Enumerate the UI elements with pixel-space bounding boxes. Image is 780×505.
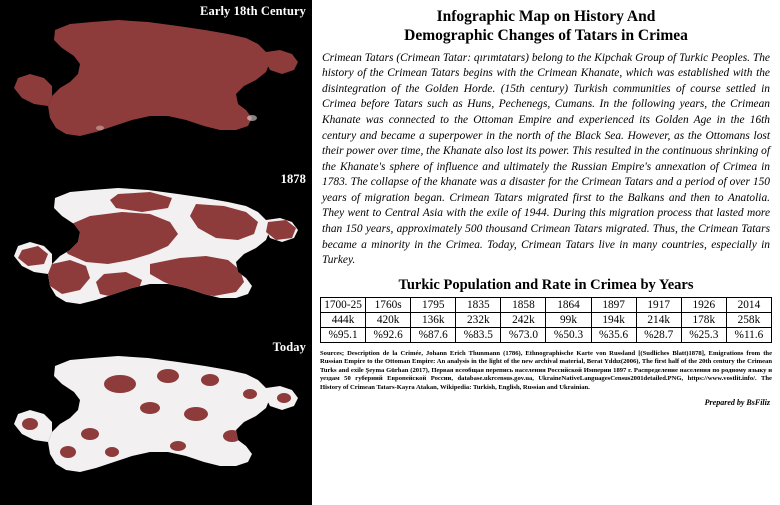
population-cell: 194k bbox=[591, 312, 636, 327]
population-cell: 99k bbox=[546, 312, 591, 327]
title-line-1: Infographic Map on History And bbox=[436, 8, 656, 25]
year-cell: 1700-25 bbox=[321, 297, 366, 312]
title-line-2: Demographic Changes of Tatars in Crimea bbox=[404, 27, 688, 45]
rate-cell: %11.6 bbox=[726, 327, 771, 342]
year-cell: 1760s bbox=[366, 297, 411, 312]
rate-cell: %35.6 bbox=[591, 327, 636, 342]
year-cell: 2014 bbox=[726, 297, 771, 312]
table-title: Turkic Population and Rate in Crimea by Years bbox=[398, 276, 694, 293]
population-cell: 214k bbox=[636, 312, 681, 327]
rate-cell: %95.1 bbox=[321, 327, 366, 342]
credit-line: Prepared by BsFiliz bbox=[704, 398, 770, 408]
map-shape-today bbox=[0, 336, 312, 504]
year-cell: 1858 bbox=[501, 297, 546, 312]
year-cell: 1835 bbox=[456, 297, 501, 312]
year-cell: 1917 bbox=[636, 297, 681, 312]
rate-cell: %87.6 bbox=[411, 327, 456, 342]
population-table bbox=[320, 297, 772, 343]
rate-cell: %25.3 bbox=[681, 327, 726, 342]
population-cell: 178k bbox=[681, 312, 726, 327]
year-cell: 1795 bbox=[411, 297, 456, 312]
population-cell: 242k bbox=[501, 312, 546, 327]
map-today bbox=[0, 336, 312, 504]
population-cell: 444k bbox=[321, 312, 366, 327]
rate-cell: %73.0 bbox=[501, 327, 546, 342]
year-cell: 1926 bbox=[681, 297, 726, 312]
rate-cell: %83.5 bbox=[456, 327, 501, 342]
table-row-population bbox=[321, 312, 772, 327]
population-cell: 232k bbox=[456, 312, 501, 327]
body-paragraph: Crimean Tatars (Crimean Tatar: qırımtatars) belong to the Kipchak Group of Turkic Peoples. The history of the Crimean Tatars begins with the Crimean Khanate, which was established with the disintegration of the Golden Horde. (15th century) Turkish communities of course settled in Crimea before Tatars such as Huns, Pechenegs, Cumans. In the following years, the Crimean Khanate was connected to the Ottoman Empire and experienced its Golden Age in the 16th century and became a superpower in the north of the Black Sea. However, as the Ottomans lost their power over time, the Khanate also lost its power. This resulted in the continuous shrinking of the Khanate's sphere of influence and ultimately the Russian Empire's annexation of Crimea in 1783. The collapse of the khanate was a disaster for the Crimean Tatars and a period of over 150 years of migration began. Crimean Tatars migrated first to the Balkans and then to Anatolia. They went to Central Asia with the exile of 1944. During this migration process that lasted more than 150 years, approximately 500 thousand Crimean Tatars migrated. Thus, the Crimean Tatars became a minority in the Crimea. Today, Crimean Tatars live in many countries, especially in Turkey. bbox=[322, 51, 770, 267]
rate-cell: %28.7 bbox=[636, 327, 681, 342]
map-shape-1878 bbox=[0, 168, 312, 336]
info-panel bbox=[312, 0, 780, 505]
rate-cell: %50.3 bbox=[546, 327, 591, 342]
map-label-early-18th-century: Early 18th Century bbox=[200, 4, 306, 18]
map-early-18th-century bbox=[0, 0, 312, 168]
page-title bbox=[320, 7, 772, 46]
rate-cell: %92.6 bbox=[366, 327, 411, 342]
year-cell: 1864 bbox=[546, 297, 591, 312]
table-row-years bbox=[321, 297, 772, 312]
map-shape-early-18th-century bbox=[0, 0, 312, 168]
year-cell: 1897 bbox=[591, 297, 636, 312]
population-cell: 420k bbox=[366, 312, 411, 327]
map-column bbox=[0, 0, 312, 505]
sources-note: Sources; Description de la Crimée, Johann Erich Thunmann (1786), Ethnographische Karte von Russland [(Sudliches Blatt)1878], Emigrations from the Russian Empire to the Ottoman Empire: An analysis in the light of the new archival material, Berat Yıldız(2006), The first half of the 20th century the Crimean Turks and exile Şeyma Gürhan (2017), Первая всеобщая перепись населения Российской Империи 1897 г. Распределение населения по родному языку и уездам 50 губерний Европейской России, database.ukrcensus.gov.ua, UkraineNativeLanguagesCensus2001detailed.PNG, https://www.vostlit.info/. The History of Crimean Tatars-Kayra Atakan, Wikipedia: Turkish, English, Russian and Ukrainian. bbox=[320, 349, 772, 391]
map-1878 bbox=[0, 168, 312, 336]
map-label-today: Today bbox=[272, 340, 306, 354]
population-cell: 136k bbox=[411, 312, 456, 327]
population-cell: 258k bbox=[726, 312, 771, 327]
table-row-rate bbox=[321, 327, 772, 342]
map-label-1878: 1878 bbox=[280, 172, 306, 186]
